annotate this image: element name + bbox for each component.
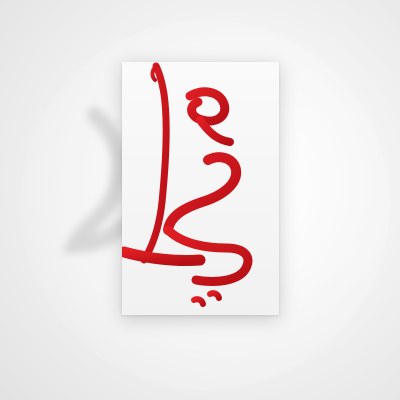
logo-card: [122, 62, 279, 315]
upper-loop: [190, 92, 225, 121]
calligraphy-strokes: [124, 66, 248, 304]
base-stroke: [124, 252, 200, 261]
tall-stroke: [144, 66, 166, 260]
middle-sweep: [168, 157, 236, 230]
dot-two: [194, 299, 203, 304]
calligraphy-logo: [122, 62, 279, 315]
dot-one: [210, 293, 219, 298]
